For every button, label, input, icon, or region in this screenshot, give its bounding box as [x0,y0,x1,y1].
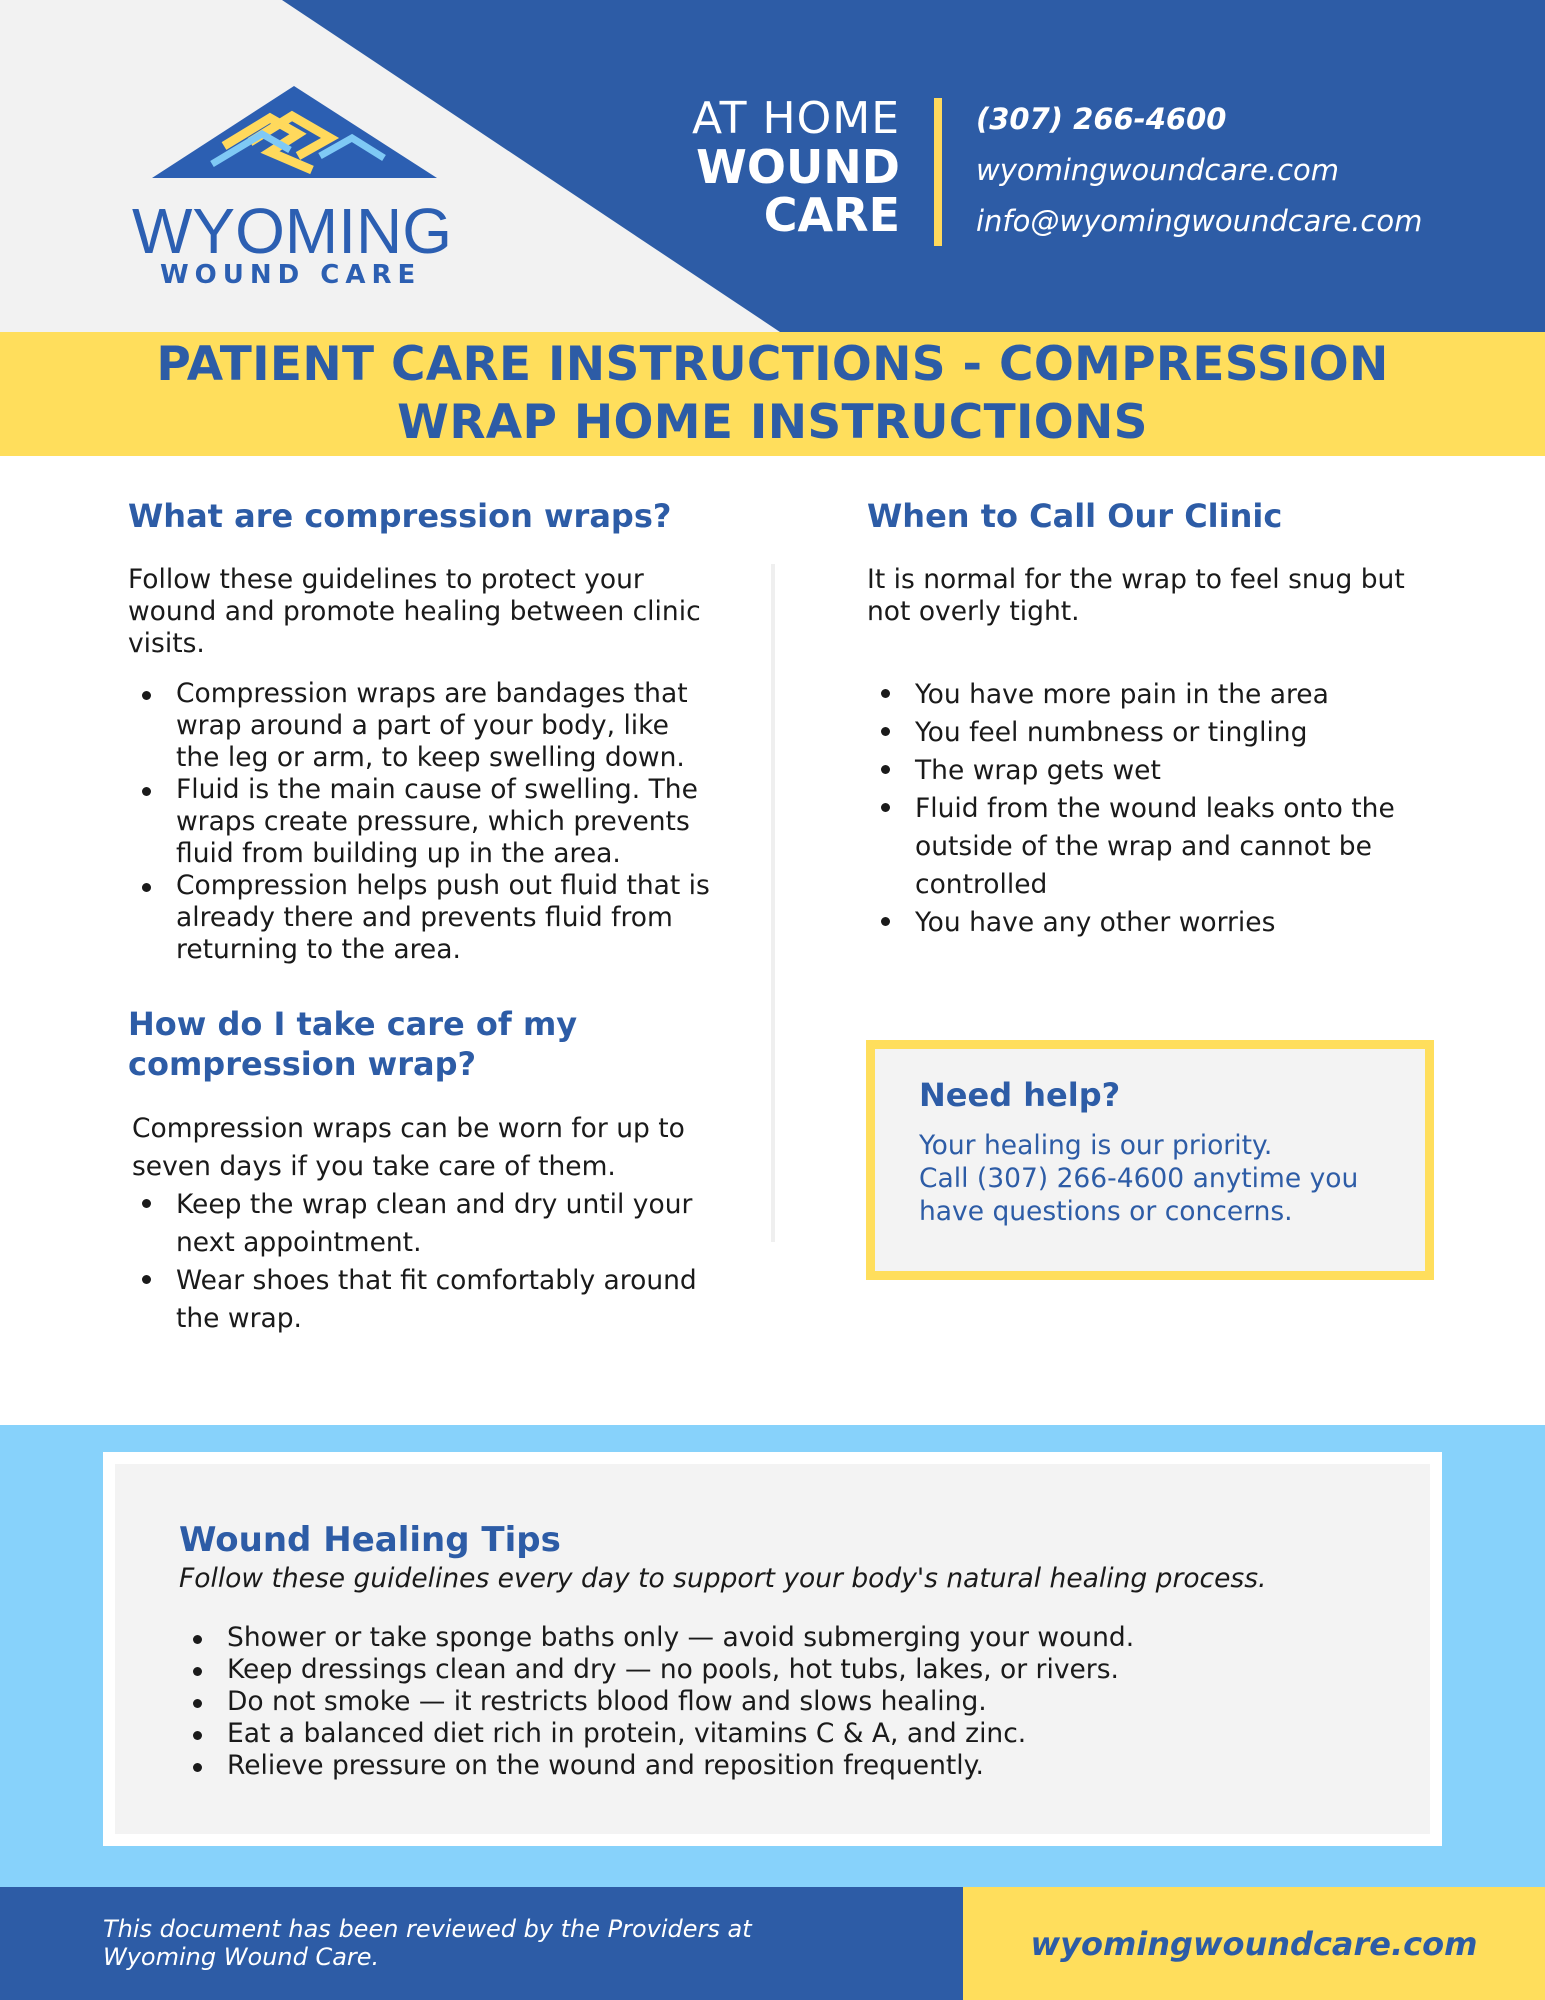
list-item: Compression helps push out fluid that is already there and prevents fluid from returning to the area. [128,870,718,966]
help-text-line2: Call (307) 266-4600 anytime you have questions or concerns. [919,1163,1359,1227]
footer-review-line1: This document has been reviewed by the Providers at [103,1915,752,1943]
bullet-list-call [867,676,1407,942]
list-item: Fluid from the wound leaks onto the outside of the wrap and cannot be controlled [867,790,1407,904]
list-item: Keep dressings clean and dry — no pools, hot tubs, lakes, or rivers. [179,1654,1366,1686]
section-heading-what: What are compression wraps? [128,497,672,535]
list-item: Relieve pressure on the wound and reposition frequently. [179,1750,1366,1782]
list-item: The wrap gets wet [867,752,1407,790]
column-divider [771,564,775,1242]
tips-inner [115,1464,1430,1834]
footer-review-note [0,1887,963,2000]
title-bar [0,332,1545,456]
section-intro-what: Follow these guidelines to protect your wound and promote healing between clinic visits. [128,564,701,659]
help-text-line1: Your healing is our priority. [919,1130,1273,1161]
bullet-list-what [128,678,718,966]
section-heading-call: When to Call Our Clinic [867,497,1283,535]
list-item: Shower or take sponge baths only — avoid submerging your wound. [179,1622,1366,1654]
section-intro-care: Compression wraps can be worn for up to seven days if you take care of them. [132,1113,685,1182]
list-item: You have any other worries [867,904,1407,942]
page-title-line2: WRAP HOME INSTRUCTIONS [397,395,1148,450]
logo-tagline: WOUND CARE [160,260,422,290]
left-column [128,496,718,1338]
page-title [156,336,1388,452]
footer-review-line2: Wyoming Wound Care. [103,1943,380,1971]
website-link[interactable]: wyomingwoundcare.com [976,153,1339,187]
footer-website-panel [963,1887,1545,2000]
section-intro-call: It is normal for the wrap to feel snug but not overly tight. [867,564,1405,627]
header-divider [934,98,942,246]
section-heading-care: How do I take care of my compression wrap? [128,1005,578,1083]
help-callout [866,1040,1434,1280]
mountain-logo-icon [152,82,437,182]
program-title-line3: CARE [763,188,900,242]
tips-subtitle: Follow these guidelines every day to support your body's natural healing process. [179,1563,1267,1594]
list-item: Keep the wrap clean and dry until your next appointment. [128,1186,718,1262]
page-title-line1: PATIENT CARE INSTRUCTIONS - COMPRESSION [156,337,1389,392]
contact-block [976,96,1422,249]
list-item: Compression wraps are bandages that wrap around a part of your body, like the leg or arm, to keep swelling down. [128,678,718,774]
logo-wordmark: WYOMING [132,195,452,267]
list-item: Fluid is the main cause of swelling. The wraps create pressure, which prevents fluid from building up in the area. [128,774,718,870]
footer-website-link[interactable]: wyomingwoundcare.com [1030,1924,1478,1963]
program-title-line1: AT HOME [691,93,900,144]
bullet-list-care [128,1186,718,1338]
list-item: Eat a balanced diet rich in protein, vitamins C & A, and zinc. [179,1718,1366,1750]
help-heading: Need help? [919,1076,1121,1114]
right-column [867,496,1457,942]
tips-heading: Wound Healing Tips [179,1520,561,1560]
list-item: Wear shoes that fit comfortably around the wrap. [128,1262,718,1338]
program-title-line2: WOUND [696,140,900,194]
list-item: You have more pain in the area [867,676,1407,714]
header-banner [0,0,1545,332]
tips-list [179,1622,1366,1782]
tips-card [103,1452,1442,1846]
phone-link[interactable]: (307) 266-4600 [976,102,1227,136]
logo[interactable] [132,82,462,292]
list-item: You feel numbness or tingling [867,714,1407,752]
list-item: Do not smoke — it restricts blood flow and slows healing. [179,1686,1366,1718]
program-title [691,93,900,242]
email-link[interactable]: info@wyomingwoundcare.com [976,204,1423,238]
